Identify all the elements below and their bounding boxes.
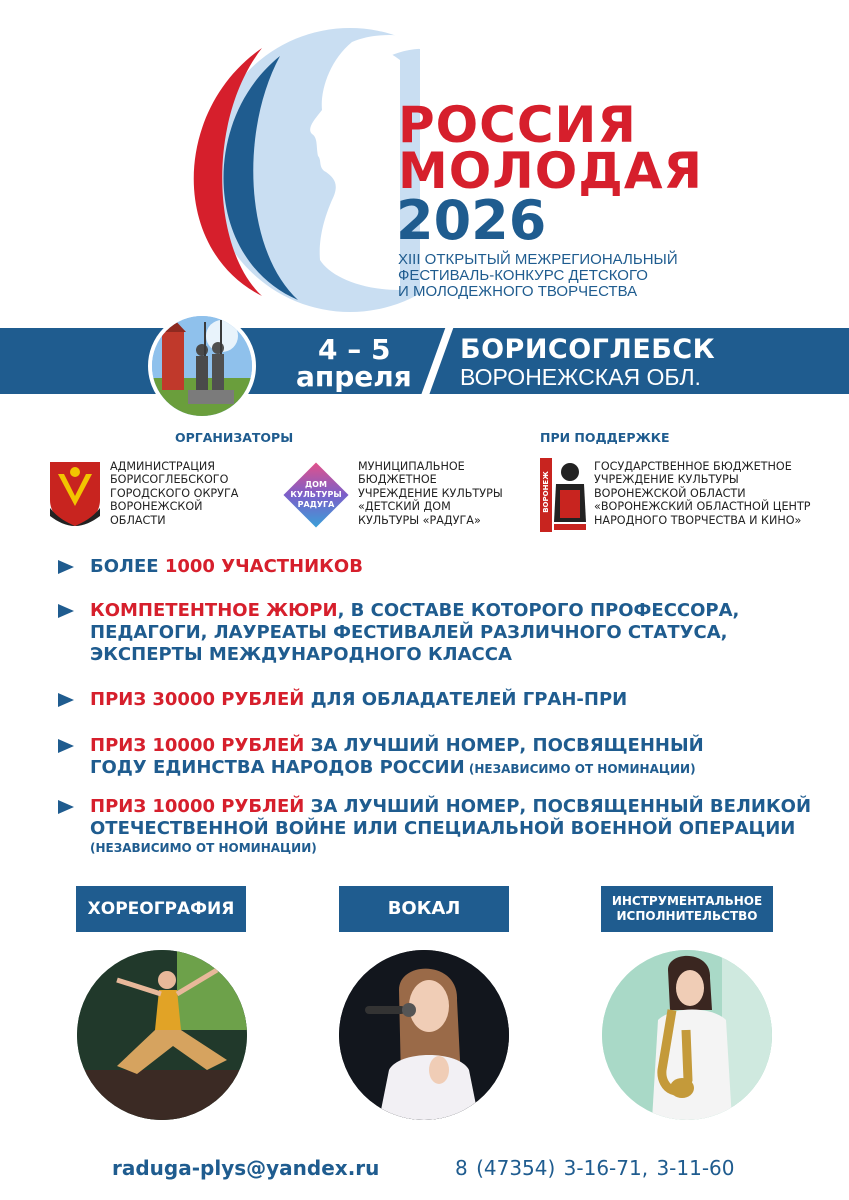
org-line: «ДЕТСКИЙ ДОМ bbox=[358, 500, 451, 514]
bullet-participants bbox=[58, 556, 838, 580]
bullet-text: БОЛЕЕ bbox=[90, 556, 165, 577]
monument-photo bbox=[148, 312, 256, 420]
category-vocal: ВОКАЛ bbox=[339, 886, 509, 932]
org-line: КУЛЬТУРЫ «РАДУГА» bbox=[358, 513, 481, 527]
raduga-logo bbox=[283, 462, 349, 528]
category-instrumental bbox=[601, 886, 773, 932]
dancer-photo bbox=[77, 950, 247, 1120]
org-line: НАРОДНОГО ТВОРЧЕСТВА И КИНО» bbox=[594, 513, 802, 527]
bullet-highlight: 1000 УЧАСТНИКОВ bbox=[164, 556, 363, 577]
raduga-logo-text: КУЛЬТУРЫ bbox=[290, 490, 342, 499]
category-label: ИНСТРУМЕНТАЛЬНОЕ bbox=[611, 894, 763, 908]
bullet-text: ЭКСПЕРТЫ МЕЖДУНАРОДНОГО КЛАССА bbox=[90, 644, 512, 665]
raduga-logo-text: РАДУГА bbox=[297, 500, 335, 509]
bullet-text: ПЕДАГОГИ, ЛАУРЕАТЫ ФЕСТИВАЛЕЙ РАЗЛИЧНОГО СТАТУСА, bbox=[90, 622, 728, 643]
bullet-text: , В СОСТАВЕ КОТОРОГО ПРОФЕССОРА, bbox=[337, 600, 740, 621]
org-line: АДМИНИСТРАЦИЯ bbox=[110, 460, 216, 473]
org-line: ВОРОНЕЖСКОЙ ОБЛАСТИ bbox=[594, 486, 746, 500]
org-line: ВОРОНЕЖСКОЙ bbox=[110, 500, 203, 514]
bullet-highlight: ПРИЗ 30000 РУБЛЕЙ bbox=[90, 689, 305, 710]
org-line: БЮДЖЕТНОЕ bbox=[358, 473, 437, 487]
bullet-highlight: ПРИЗ 10000 РУБЛЕЙ bbox=[90, 796, 305, 817]
folk-center-logo-text: ВОРОНЕЖ bbox=[542, 471, 550, 513]
contact-phone[interactable]: 8 (47354) 3-16-71, 3-11-60 bbox=[455, 1156, 735, 1180]
festival-region: ВОРОНЕЖСКАЯ ОБЛ. bbox=[460, 364, 701, 390]
triangle-bullet-icon bbox=[58, 800, 74, 814]
org-line: МУНИЦИПАЛЬНОЕ bbox=[358, 460, 465, 473]
organizer-administration bbox=[110, 460, 238, 527]
festival-subtitle bbox=[398, 252, 678, 300]
subtitle-line: ФЕСТИВАЛЬ-КОНКУРС ДЕТСКОГО bbox=[398, 267, 648, 284]
category-label: ИСПОЛНИТЕЛЬСТВО bbox=[616, 909, 758, 923]
subtitle-line: И МОЛОДЕЖНОГО ТВОРЧЕСТВА bbox=[398, 283, 638, 300]
folk-center-logo bbox=[540, 458, 586, 532]
bullet-text: ЗА ЛУЧШИЙ НОМЕР, ПОСВЯЩЕННЫЙ bbox=[304, 735, 704, 756]
supporter-folk-center bbox=[594, 460, 811, 527]
title-young: МОЛОДАЯ bbox=[398, 142, 704, 200]
festival-city: БОРИСОГЛЕБСК bbox=[460, 334, 716, 365]
org-line: ГОРОДСКОГО ОКРУГА bbox=[110, 486, 239, 500]
triangle-bullet-icon bbox=[58, 560, 74, 574]
organizer-raduga bbox=[358, 460, 503, 527]
support-heading: ПРИ ПОДДЕРЖКЕ bbox=[540, 430, 670, 445]
bullet-text: ДЛЯ ОБЛАДАТЕЛЕЙ ГРАН-ПРИ bbox=[304, 689, 628, 710]
bullet-jury bbox=[58, 600, 838, 670]
contact-email[interactable]: raduga-plys@yandex.ru bbox=[112, 1156, 380, 1180]
triangle-bullet-icon bbox=[58, 739, 74, 753]
singer-photo bbox=[339, 950, 509, 1120]
bullet-note: (НЕЗАВИСИМО ОТ НОМИНАЦИИ) bbox=[464, 762, 696, 776]
bullet-text: ГОДУ ЕДИНСТВА НАРОДОВ РОССИИ bbox=[90, 757, 465, 778]
bullet-grand-prix bbox=[58, 689, 838, 713]
bullet-note: (НЕЗАВИСИМО ОТ НОМИНАЦИИ) bbox=[90, 841, 317, 855]
org-line: ОБЛАСТИ bbox=[110, 513, 166, 527]
title-russia: РОССИЯ bbox=[398, 96, 637, 154]
festival-month: апреля bbox=[296, 360, 412, 393]
festival-dates: 4 – 5 bbox=[318, 333, 391, 366]
bullet-highlight: ПРИЗ 10000 РУБЛЕЙ bbox=[90, 735, 305, 756]
triangle-bullet-icon bbox=[58, 693, 74, 707]
org-line: БОРИСОГЛЕБСКОГО bbox=[110, 473, 229, 487]
festival-logo-graphic bbox=[180, 0, 420, 320]
raduga-logo-text: ДОМ bbox=[305, 480, 327, 489]
bullet-text: ЗА ЛУЧШИЙ НОМЕР, ПОСВЯЩЕННЫЙ ВЕЛИКОЙ bbox=[304, 796, 812, 817]
bullet-war-prize bbox=[58, 796, 838, 856]
org-line: «ВОРОНЕЖСКИЙ ОБЛАСТНОЙ ЦЕНТР bbox=[594, 500, 811, 514]
org-line: ГОСУДАРСТВЕННОЕ БЮДЖЕТНОЕ bbox=[594, 460, 792, 473]
org-line: УЧРЕЖДЕНИЕ КУЛЬТУРЫ bbox=[358, 486, 503, 500]
category-choreography: ХОРЕОГРАФИЯ bbox=[76, 886, 246, 932]
title-year: 2026 bbox=[396, 189, 547, 252]
bullet-unity-prize bbox=[58, 735, 838, 781]
organizers-heading: ОРГАНИЗАТОРЫ bbox=[175, 430, 294, 445]
coat-of-arms-icon bbox=[48, 460, 102, 526]
triangle-bullet-icon bbox=[58, 604, 74, 618]
banner-divider bbox=[418, 326, 458, 398]
bullet-highlight: КОМПЕТЕНТНОЕ ЖЮРИ bbox=[90, 600, 338, 621]
bullet-text: ОТЕЧЕСТВЕННОЙ ВОЙНЕ ИЛИ СПЕЦИАЛЬНОЙ ВОЕННОЙ ОПЕРАЦИИ bbox=[90, 818, 796, 839]
saxophonist-photo bbox=[602, 950, 772, 1120]
subtitle-line: XIII ОТКРЫТЫЙ МЕЖРЕГИОНАЛЬНЫЙ bbox=[398, 251, 678, 268]
org-line: УЧРЕЖДЕНИЕ КУЛЬТУРЫ bbox=[594, 473, 739, 487]
